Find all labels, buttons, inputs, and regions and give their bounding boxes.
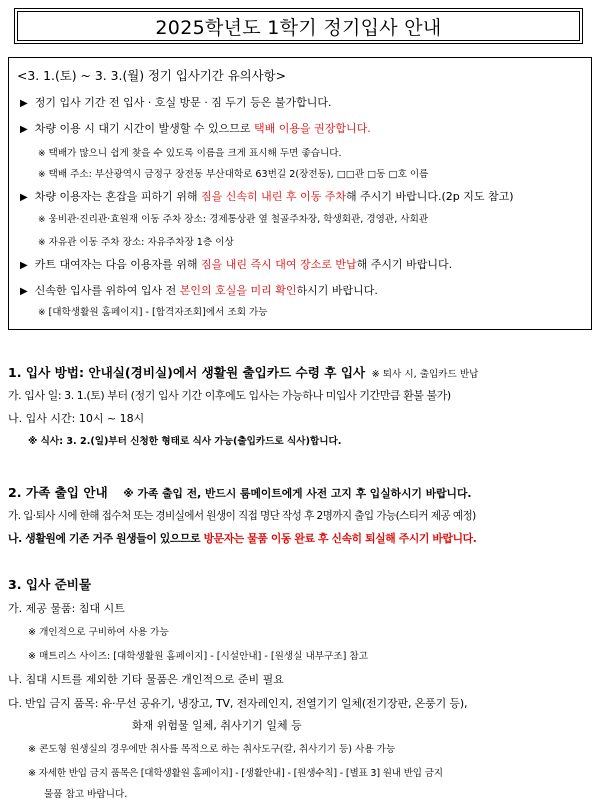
section-2-ga: 가. 입·퇴사 시에 한해 접수처 또는 경비실에서 원생이 직접 명단 작성 후 2명까지 출입 가능(스티커 제공 예정): [8, 510, 476, 522]
section-2-heading-note: ※ 가족 출입 전, 반드시 룸메이트에게 사전 고지 후 입실하시기 바랍니다.: [123, 487, 472, 500]
notice-bullet-3-text: 차량 이용자는 혼잡을 피하기 위해: [34, 190, 201, 203]
notice-sub-5-1: [38, 306, 268, 320]
section-3-na: 나. 침대 시트를 제외한 기타 물품은 개인적으로 준비 필요: [8, 673, 284, 686]
section-2-heading: 2. 가족 출입 안내: [8, 485, 108, 500]
notice-bullet-4-tail: 해 주시기 바랍니다.: [356, 258, 453, 271]
triangle-bullet-icon: ▶: [20, 124, 28, 135]
section-3-da-note-2-cont: 물품 참고 바랍니다.: [44, 789, 128, 800]
notice-bullet-2: [20, 122, 371, 137]
section-1-heading-row: [8, 366, 478, 382]
section-3-da-note-2: ※ 자세한 반입 금지 품목은 [대학생활원 홈페이지] - [생활안내] - [원생수칙] - [별표 3] 원내 반입 금지: [28, 768, 443, 779]
notice-sub-3-2: [38, 236, 234, 250]
title-box: [14, 8, 583, 44]
section-3-da-note-1: ※ 콘도형 원생실의 경우에만 취사를 목적으로 하는 취사도구(칼, 취사기기 등) 사용 가능: [28, 744, 396, 755]
section-1-na: 나. 입사 시간: 10시 ~ 18시: [8, 412, 145, 425]
notice-bullet-2-text: 차량 이용 시 대기 시간이 발생할 수 있으므로: [34, 122, 254, 135]
section-3-da-cont: 화재 위험물 일체, 취사기기 일체 등: [132, 719, 302, 732]
section-3-ga: 가. 제공 물품: 침대 시트: [8, 602, 125, 615]
notice-bullet-1: [20, 96, 332, 111]
notice-bullet-5-text: 신속한 입사를 위하여 입사 전: [34, 284, 180, 297]
notice-bullet-5-highlight: 본인의 호실을 미리 확인: [179, 284, 297, 297]
reference-mark-icon: ※: [38, 149, 46, 159]
section-1-heading: 1. 입사 방법: 안내실(경비실)에서 생활원 출입카드 수령 후 입사: [8, 365, 366, 380]
reference-mark-icon: ※: [38, 308, 46, 318]
notice-sub-3-2-text: 자유관 이동 주차 장소: 자유주차장 1층 이상: [48, 237, 234, 248]
notice-sub-2-2-text: 택배 주소: 부산광역시 금정구 장전동 부산대학로 63번길 2(장전동), □□관 □동 □호 이름: [48, 169, 429, 180]
notice-bullet-3-tail: 해 주시기 바랍니다.(2p 지도 참고): [345, 190, 514, 203]
page-title: 2025학년도 1학기 정기입사 안내: [155, 16, 442, 39]
notice-bullet-4-highlight: 짐을 내린 즉시 대여 장소로 반납: [200, 258, 357, 271]
notice-sub-3-1-text: 웅비관·진리관·효원재 이동 주차 장소: 경제통상관 옆 철골주차장, 학생회관, 경영관, 사회관: [48, 214, 429, 225]
triangle-bullet-icon: ▶: [20, 98, 28, 109]
notice-bullet-3-highlight: 짐을 신속히 내린 후 이동 주차: [200, 190, 346, 203]
notice-sub-3-1: [38, 213, 428, 227]
notice-sub-2-1: [38, 147, 342, 161]
section-1-ga: 가. 입사 일: 3. 1.(토) 부터 (정기 입사 기간 이후에도 입사는 가능하나 미입사 기간만큼 환불 불가): [8, 389, 451, 402]
section-3-da: 다. 반입 금지 품목: 유·무선 공유기, 냉장고, TV, 전자레인지, 전열기기 일체(전기장판, 온풍기 등),: [8, 697, 468, 710]
section-1-na-note: ※ 식사: 3. 2.(일)부터 신청한 형태로 식사 가능(출입카드로 식사)합니다.: [28, 436, 342, 447]
notice-sub-5-1-text: [대학생활원 홈페이지] - [합격자조회]에서 조회 가능: [48, 307, 268, 318]
notice-bullet-4: [20, 258, 452, 273]
section-3-heading: 3. 입사 준비물: [8, 577, 92, 592]
notice-bullet-2-highlight: 택배 이용을 권장합니다.: [253, 122, 371, 135]
triangle-bullet-icon: ▶: [20, 286, 28, 297]
section-2-na: [8, 532, 477, 546]
reference-mark-icon: ※: [38, 170, 46, 180]
notice-header: <3. 1.(토) ~ 3. 3.(월) 정기 입사기간 유의사항>: [17, 68, 286, 83]
triangle-bullet-icon: ▶: [20, 192, 28, 203]
section-2-na-highlight: 방문자는 물품 이동 완료 후 신속히 퇴실해 주시기 바랍니다.: [203, 532, 477, 545]
notice-bullet-5-tail: 하시기 바랍니다.: [296, 284, 378, 297]
section-2-na-text: 나. 생활원에 기존 거주 원생들이 있으므로: [8, 532, 204, 545]
section-1-heading-note: ※ 퇴사 시, 출입카드 반납: [371, 369, 479, 380]
section-3-ga-note-2: ※ 매트리스 사이즈: [대학생활원 홈페이지] - [시설안내] - [원생실 내부구조] 참고: [28, 651, 368, 662]
notice-bullet-1-text: 정기 입사 기간 전 입사 · 호실 방문 · 짐 두기 등은 불가합니다.: [34, 96, 332, 109]
triangle-bullet-icon: ▶: [20, 260, 28, 271]
notice-sub-2-2: [38, 168, 428, 182]
notice-bullet-5: [20, 284, 378, 299]
section-3-ga-note-1: ※ 개인적으로 구비하여 사용 가능: [28, 627, 169, 638]
notice-bullet-4-text: 카트 대여자는 다음 이용자를 위해: [34, 258, 201, 271]
section-2-heading-row: [8, 486, 472, 501]
notice-bullet-3: [20, 190, 514, 205]
reference-mark-icon: ※: [38, 215, 46, 225]
reference-mark-icon: ※: [38, 238, 46, 248]
notice-sub-2-1-text: 택배가 많으니 쉽게 찾을 수 있도록 이름을 크게 표시해 두면 좋습니다.: [48, 148, 342, 159]
